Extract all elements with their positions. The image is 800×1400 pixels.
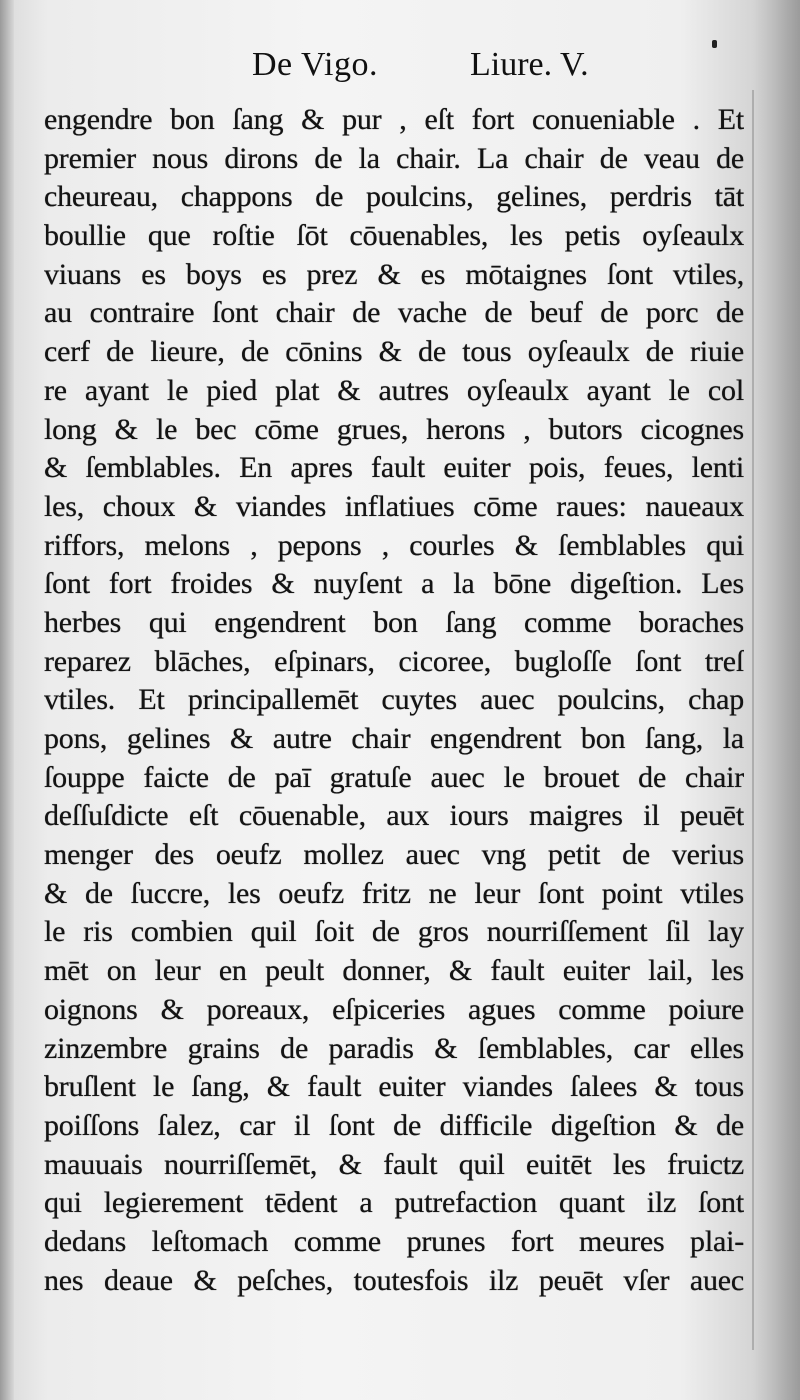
text-line: viuans es boys es prez & es mōtaignes ſont vtiles, (44, 257, 744, 291)
text-line: oignons & poreaux, eſpiceries agues comme poiure (44, 992, 744, 1026)
text-line: cerf de lieure, de cōnins & de tous oyſeaulx de riuie (44, 335, 744, 369)
text-line: nes deaue & peſches, toutesfois ilz peuēt vſer auec (44, 1263, 744, 1297)
text-line: poiſſons ſalez, car il ſont de difficile digeſtion & de (44, 1108, 744, 1142)
text-line: qui legierement tēdent a putrefaction quant ilz ſont (44, 1186, 744, 1220)
page-gutter-shadow (0, 0, 14, 1400)
text-line: & ſemblables. En apres fault euiter pois, feues, lenti (44, 451, 744, 485)
book-reference: Liure. V. (470, 46, 589, 83)
running-head: De Vigo. (252, 46, 378, 83)
text-line: les, choux & viandes inflatiues cōme raues: naueaux (44, 489, 744, 523)
text-line: mēt on leur en peult donner, & fault euiter lail, les (44, 954, 744, 988)
text-line: pons, gelines & autre chair engendrent bon ſang, la (44, 722, 744, 755)
text-line: bruſlent le ſang, & fault euiter viandes ſalees & tous (44, 1070, 744, 1104)
page-fold-line (752, 90, 754, 1350)
text-line: boullie que roſtie ſōt cōuenables, les petis oyſeaulx (44, 219, 744, 253)
text-line: long & le bec cōme grues, herons , butors cicognes (44, 412, 744, 446)
body-text (44, 101, 744, 1300)
page-edge-shadow (752, 0, 800, 1400)
text-line: herbes qui engendrent bon ſang comme boraches (44, 605, 744, 639)
text-line: re ayant le pied plat & autres oyſeaulx ayant le col (44, 373, 744, 407)
text-line: dedans leſtomach comme prunes fort meures plai- (44, 1224, 744, 1258)
text-line: engendre bon ſang & pur , eſt fort conueniable . Et (44, 103, 744, 136)
text-line: le ris combien quil ſoit de gros nourriſſement ſil lay (44, 915, 744, 949)
text-line: au contraire ſont chair de vache de beuf de porc de (44, 296, 744, 330)
text-line: cheureau, chappons de poulcins, gelines, perdris tāt (44, 180, 744, 214)
text-line: & de ſuccre, les oeufz fritz ne leur ſont point vtiles (44, 876, 744, 910)
ink-blot (712, 40, 717, 48)
text-line: vtiles. Et principallemēt cuytes auec poulcins, chap (44, 683, 744, 717)
text-line: ſont fort froides & nuyſent a la bōne digeſtion. Les (44, 567, 744, 601)
text-line: ſouppe faicte de paī gratuſe auec le brouet de chair (44, 760, 744, 794)
text-line: premier nous dirons de la chair. La chair de veau de (44, 141, 744, 175)
page-header (0, 46, 800, 90)
text-line: reparez blāches, eſpinars, cicoree, bugloſſe ſont treſ (44, 644, 744, 678)
text-line: riffors, melons , pepons , courles & ſemblables qui (44, 528, 744, 562)
text-line: menger des oeufz mollez auec vng petit de verius (44, 838, 744, 872)
text-line: mauuais nourriſſemēt, & fault quil euitēt les fruictz (44, 1147, 744, 1181)
text-line: deſſuſdicte eſt cōuenable, aux iours maigres il peuēt (44, 799, 744, 833)
text-line: zinzembre grains de paradis & ſemblables, car elles (44, 1031, 744, 1065)
